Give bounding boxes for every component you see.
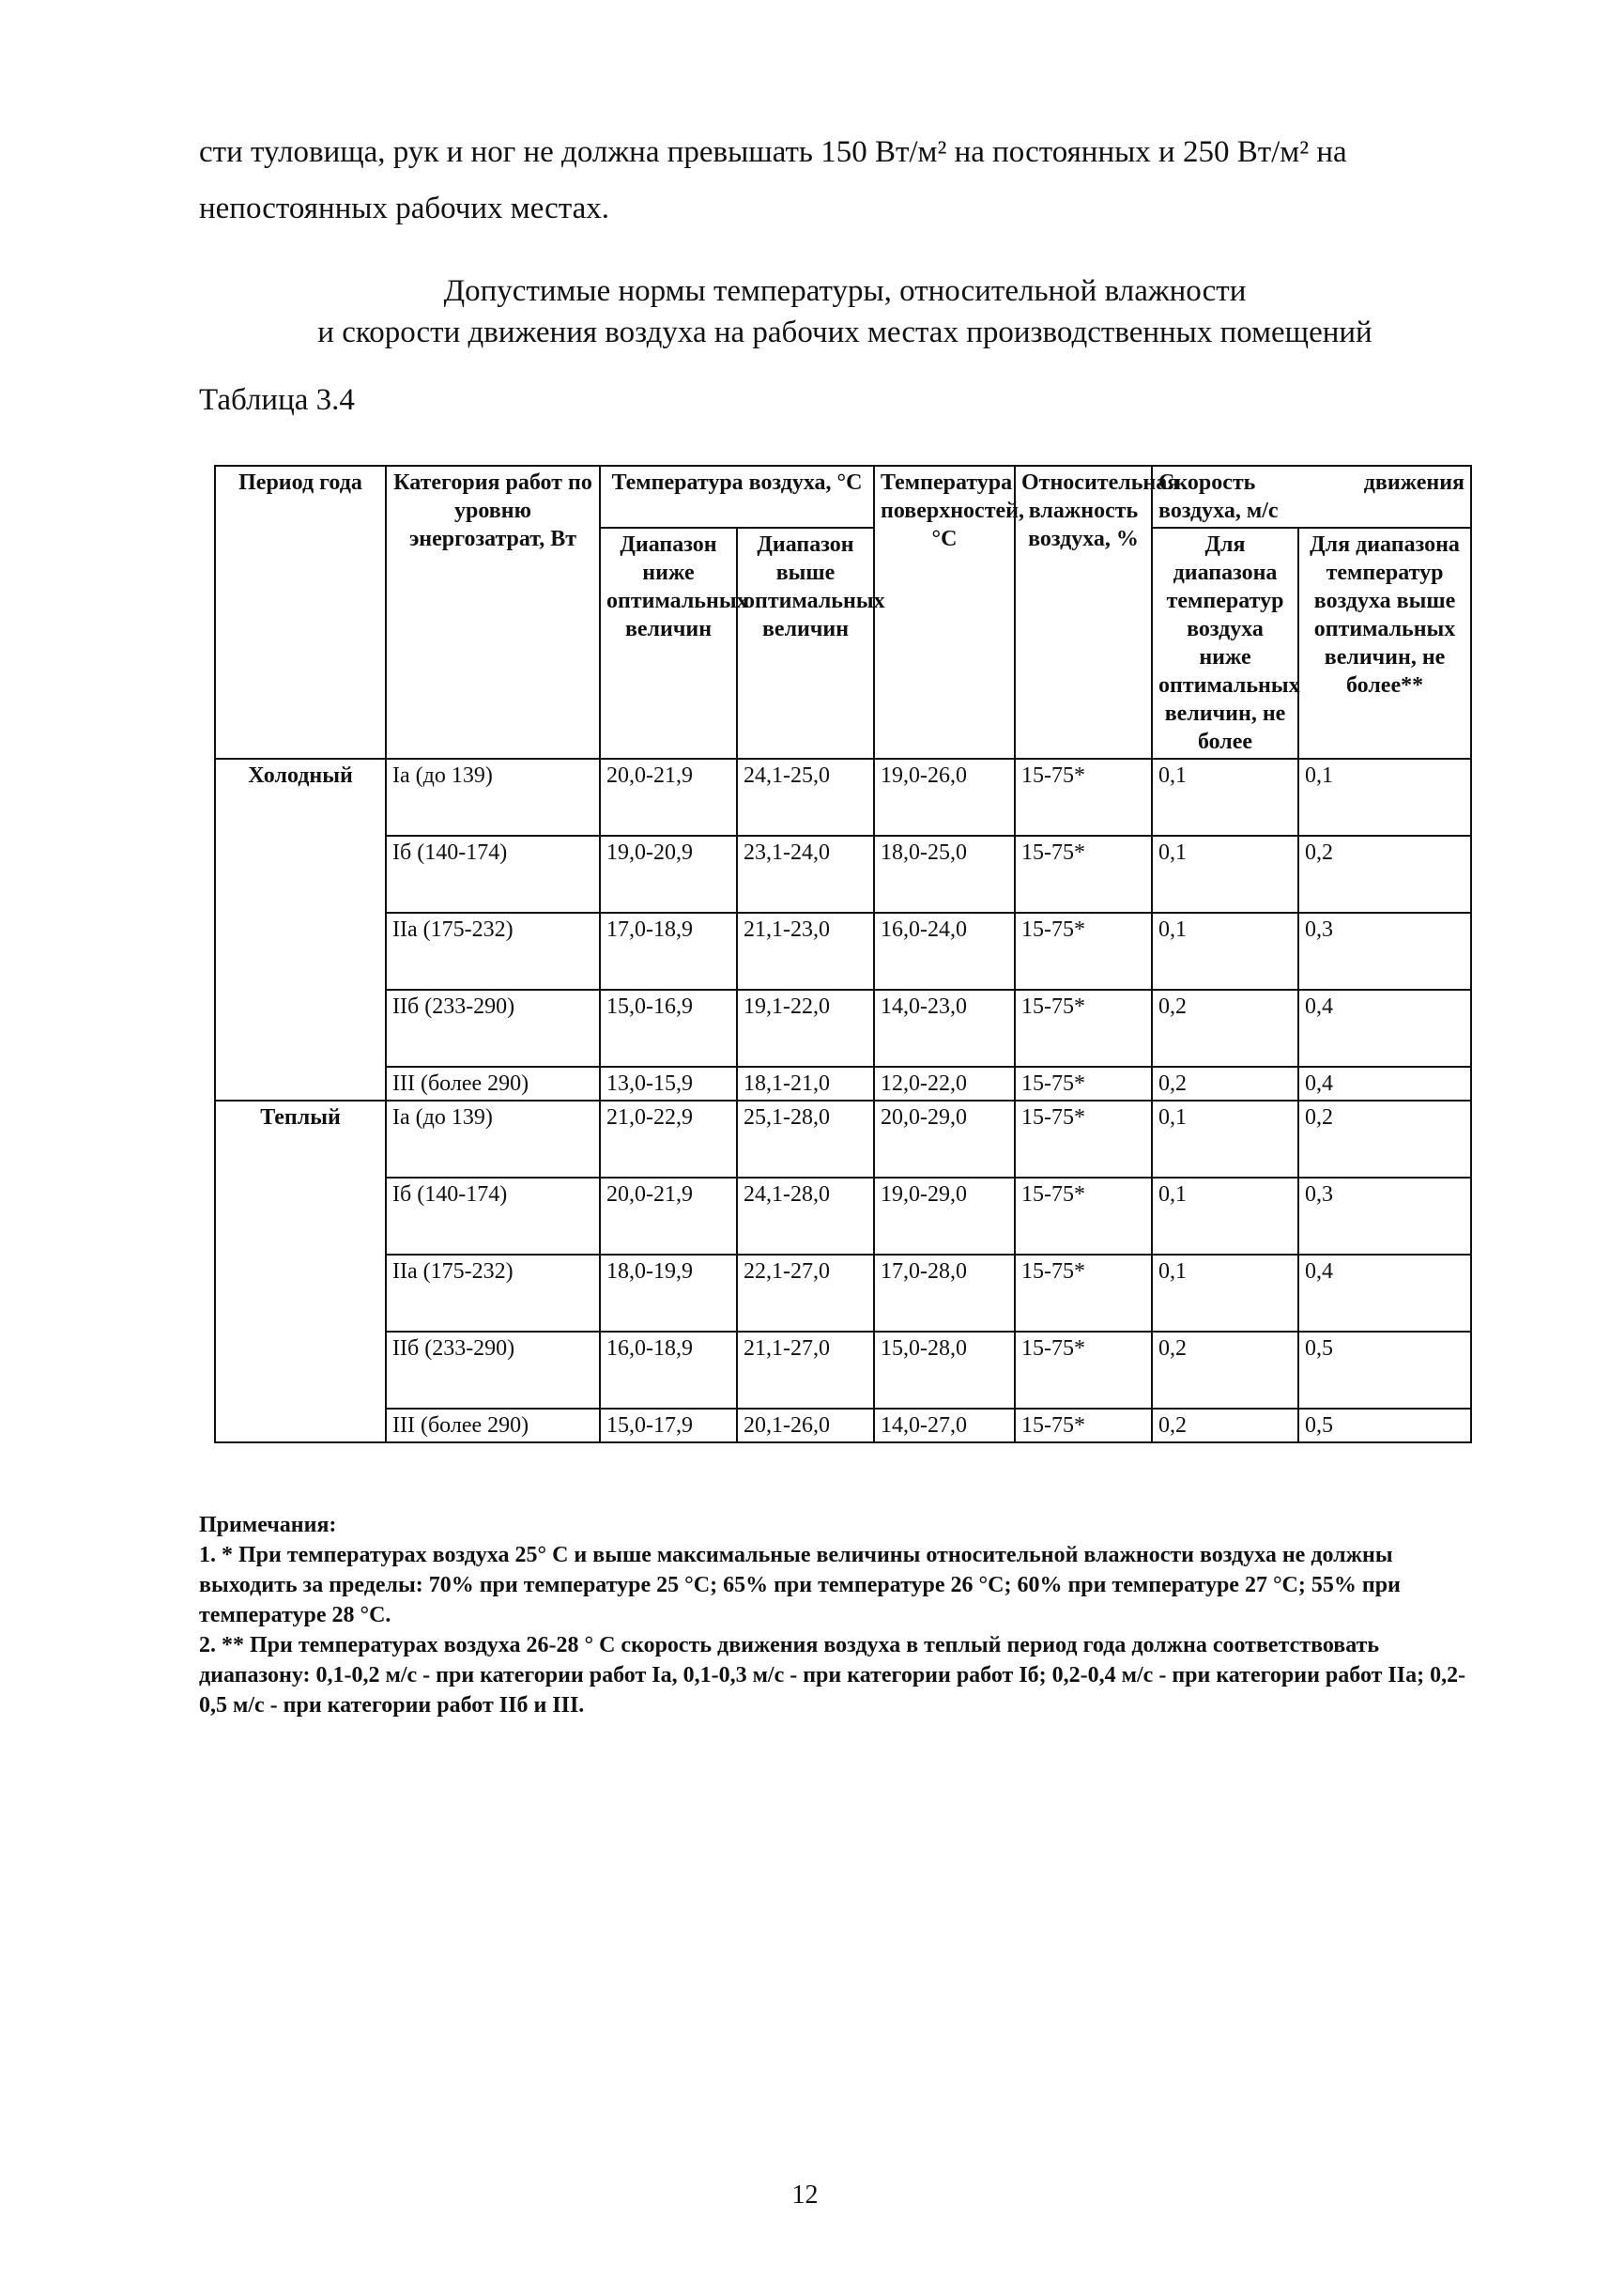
header-speed-above: Для диапазона температур воздуха выше оптимальных величин, не более** <box>1298 528 1471 759</box>
cell-category: Iб (140-174) <box>386 836 600 913</box>
cell-speed-above: 0,2 <box>1298 836 1471 913</box>
header-humidity: Относительная влажность воздуха, % <box>1015 466 1152 759</box>
cell-speed-below: 0,1 <box>1152 836 1298 913</box>
cell-speed-above: 0,4 <box>1298 1255 1471 1332</box>
cell-speed-above: 0,3 <box>1298 913 1471 990</box>
cell-humidity: 15-75* <box>1015 1067 1152 1101</box>
cell-temp-below: 13,0-15,9 <box>600 1067 737 1101</box>
header-air-temp-above: Диапазон выше оптимальных величин <box>737 528 874 759</box>
notes-section <box>199 1510 1476 1720</box>
cell-temp-above: 22,1-27,0 <box>737 1255 874 1332</box>
header-air-temp-below: Диапазон ниже оптимальных величин <box>600 528 737 759</box>
cell-temp-below: 21,0-22,9 <box>600 1101 737 1178</box>
page-number: 12 <box>791 2180 819 2210</box>
header-air-speed <box>1152 466 1471 528</box>
header-air-speed-word-1: Скорость <box>1158 470 1256 495</box>
cell-humidity: 15-75* <box>1015 990 1152 1067</box>
header-air-speed-unit: воздуха, м/с <box>1158 499 1279 523</box>
table-row <box>215 1332 1471 1409</box>
header-surface-temp: Температура поверхностей, °С <box>874 466 1015 759</box>
cell-surface-temp: 19,0-26,0 <box>874 759 1015 836</box>
cell-speed-above: 0,4 <box>1298 990 1471 1067</box>
period-cold: Холодный <box>215 759 386 836</box>
period-cell-empty <box>215 1067 386 1101</box>
table-title-line-1: Допустимые нормы температуры, относительной влажности <box>443 274 1247 308</box>
table-title-line-2: и скорости движения воздуха на рабочих местах производственных помещений <box>317 316 1372 349</box>
intro-paragraph: сти туловища, рук и ног не должна превышать 150 Вт/м² на постоянных и 250 Вт/м² на непостоянных рабочих местах. <box>199 135 1347 225</box>
cell-humidity: 15-75* <box>1015 1332 1152 1409</box>
table-row <box>215 1101 1471 1178</box>
cell-humidity: 15-75* <box>1015 836 1152 913</box>
cell-category: Iб (140-174) <box>386 1178 600 1255</box>
table-row <box>215 990 1471 1067</box>
table-row <box>215 1067 1471 1101</box>
cell-humidity: 15-75* <box>1015 759 1152 836</box>
cell-speed-above: 0,1 <box>1298 759 1471 836</box>
cell-temp-below: 15,0-17,9 <box>600 1409 737 1442</box>
header-speed-below: Для диапазона температур воздуха ниже оптимальных величин, не более <box>1152 528 1298 759</box>
cell-speed-below: 0,1 <box>1152 913 1298 990</box>
cell-speed-above: 0,4 <box>1298 1067 1471 1101</box>
table-label: Таблица 3.4 <box>199 383 355 417</box>
cell-temp-above: 21,1-27,0 <box>737 1332 874 1409</box>
table-title <box>188 270 1502 353</box>
cell-temp-above: 19,1-22,0 <box>737 990 874 1067</box>
note-2: 2. ** При температурах воздуха 26-28 ° С скорость движения воздуха в теплый период года должна соответствовать диапазону: 0,1-0,2 м/с - при категории работ Iа, 0,1-0,3 м/с - при категории работ Iб; 0,2-0,4 м/с - при категории работ IIа; 0,2-0,5 м/с - при категории работ IIб и III. <box>199 1633 1466 1718</box>
norms-table <box>214 465 1472 1443</box>
cell-temp-above: 24,1-28,0 <box>737 1178 874 1255</box>
cell-humidity: 15-75* <box>1015 1178 1152 1255</box>
cell-surface-temp: 18,0-25,0 <box>874 836 1015 913</box>
cell-speed-above: 0,2 <box>1298 1101 1471 1178</box>
cell-temp-below: 19,0-20,9 <box>600 836 737 913</box>
period-cell-empty <box>215 913 386 990</box>
cell-temp-below: 17,0-18,9 <box>600 913 737 990</box>
cell-speed-above: 0,3 <box>1298 1178 1471 1255</box>
cell-category: IIб (233-290) <box>386 1332 600 1409</box>
cell-speed-above: 0,5 <box>1298 1332 1471 1409</box>
cell-humidity: 15-75* <box>1015 1255 1152 1332</box>
header-air-speed-word-2: движения <box>1363 470 1465 495</box>
cell-surface-temp: 12,0-22,0 <box>874 1067 1015 1101</box>
cell-speed-below: 0,2 <box>1152 1332 1298 1409</box>
table-row <box>215 1178 1471 1255</box>
period-cell-empty <box>215 1409 386 1442</box>
cell-surface-temp: 15,0-28,0 <box>874 1332 1015 1409</box>
period-cell-empty <box>215 990 386 1067</box>
cell-speed-above: 0,5 <box>1298 1409 1471 1442</box>
cell-surface-temp: 17,0-28,0 <box>874 1255 1015 1332</box>
cell-temp-below: 20,0-21,9 <box>600 1178 737 1255</box>
cell-category: III (более 290) <box>386 1409 600 1442</box>
cell-surface-temp: 20,0-29,0 <box>874 1101 1015 1178</box>
cell-category: IIа (175-232) <box>386 913 600 990</box>
table-row <box>215 1255 1471 1332</box>
table-row <box>215 1409 1471 1442</box>
cell-speed-below: 0,1 <box>1152 1255 1298 1332</box>
table-row <box>215 913 1471 990</box>
header-category: Категория работ по уровню энергозатрат, Вт <box>386 466 600 759</box>
cell-temp-above: 23,1-24,0 <box>737 836 874 913</box>
cell-speed-below: 0,1 <box>1152 1101 1298 1178</box>
cell-temp-above: 20,1-26,0 <box>737 1409 874 1442</box>
period-cell-empty <box>215 1332 386 1409</box>
table-row <box>215 836 1471 913</box>
cell-temp-above: 24,1-25,0 <box>737 759 874 836</box>
cell-category: Iа (до 139) <box>386 759 600 836</box>
cell-speed-below: 0,2 <box>1152 990 1298 1067</box>
period-cell-empty <box>215 1255 386 1332</box>
cell-humidity: 15-75* <box>1015 1409 1152 1442</box>
cell-surface-temp: 16,0-24,0 <box>874 913 1015 990</box>
header-air-temp: Температура воздуха, °С <box>600 466 874 528</box>
note-1: 1. * При температурах воздуха 25° С и выше максимальные величины относительной влажности воздуха не должны выходить за пределы: 70% при температуре 25 °С; 65% при температуре 26 °С; 60% при температуре 27 °С; 55% при температуре 28 °С. <box>199 1543 1401 1627</box>
cell-temp-below: 20,0-21,9 <box>600 759 737 836</box>
cell-temp-above: 25,1-28,0 <box>737 1101 874 1178</box>
cell-temp-above: 18,1-21,0 <box>737 1067 874 1101</box>
period-cell-empty <box>215 836 386 913</box>
cell-speed-below: 0,1 <box>1152 759 1298 836</box>
cell-surface-temp: 19,0-29,0 <box>874 1178 1015 1255</box>
table-row <box>215 759 1471 836</box>
cell-category: III (более 290) <box>386 1067 600 1101</box>
period-cell-empty <box>215 1178 386 1255</box>
header-period: Период года <box>215 466 386 759</box>
cell-category: IIб (233-290) <box>386 990 600 1067</box>
notes-heading: Примечания: <box>199 1513 337 1537</box>
cell-category: Iа (до 139) <box>386 1101 600 1178</box>
cell-temp-above: 21,1-23,0 <box>737 913 874 990</box>
cell-temp-below: 18,0-19,9 <box>600 1255 737 1332</box>
period-warm: Теплый <box>215 1101 386 1178</box>
cell-humidity: 15-75* <box>1015 1101 1152 1178</box>
cell-surface-temp: 14,0-23,0 <box>874 990 1015 1067</box>
cell-surface-temp: 14,0-27,0 <box>874 1409 1015 1442</box>
cell-speed-below: 0,1 <box>1152 1178 1298 1255</box>
cell-category: IIа (175-232) <box>386 1255 600 1332</box>
cell-temp-below: 15,0-16,9 <box>600 990 737 1067</box>
cell-humidity: 15-75* <box>1015 913 1152 990</box>
cell-speed-below: 0,2 <box>1152 1067 1298 1101</box>
cell-speed-below: 0,2 <box>1152 1409 1298 1442</box>
cell-temp-below: 16,0-18,9 <box>600 1332 737 1409</box>
